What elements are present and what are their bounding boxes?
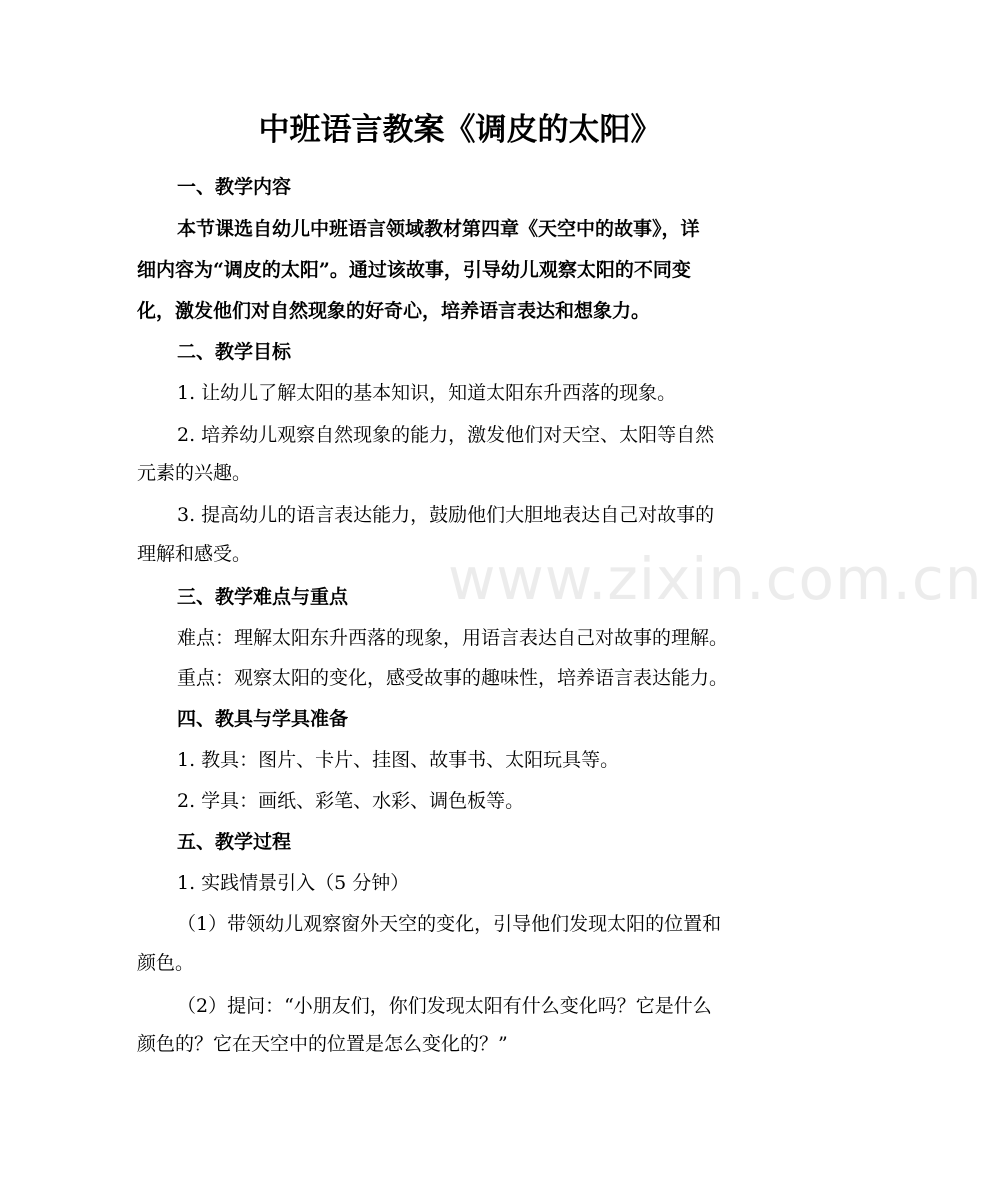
watermark: www.zixin.com.cn bbox=[448, 545, 983, 613]
step-subitem: （1）带领幼儿观察窗外天空的变化，引导他们发现太阳的位置和 bbox=[177, 913, 722, 935]
list-item: 2. 学具：画纸、彩笔、水彩、调色板等。 bbox=[177, 790, 525, 812]
list-item: 2. 培养幼儿观察自然现象的能力，激发他们对天空、太阳等自然 bbox=[177, 424, 715, 446]
step-subitem-continued: 颜色的？它在天空中的位置是怎么变化的？” bbox=[137, 1033, 508, 1055]
list-item-continued: 理解和感受。 bbox=[137, 543, 252, 565]
difficulty-text: 难点：理解太阳东升西落的现象，用语言表达自己对故事的理解。 bbox=[177, 627, 729, 649]
paragraph-line: 本节课选自幼儿中班语言领域教材第四章《天空中的故事》，详 bbox=[177, 218, 700, 240]
step-heading: 1. 实践情景引入（5 分钟） bbox=[177, 872, 410, 894]
list-item: 1. 教具：图片、卡片、挂图、故事书、太阳玩具等。 bbox=[177, 749, 620, 771]
section-heading-objectives: 二、教学目标 bbox=[177, 341, 292, 363]
paragraph-line: 化，激发他们对自然现象的好奇心，培养语言表达和想象力。 bbox=[137, 300, 651, 322]
section-heading-content: 一、教学内容 bbox=[177, 176, 292, 198]
list-item-continued: 元素的兴趣。 bbox=[137, 462, 252, 484]
paragraph-line: 细内容为“调皮的太阳”。通过该故事，引导幼儿观察太阳的不同变 bbox=[137, 259, 691, 281]
focus-text: 重点：观察太阳的变化，感受故事的趣味性，培养语言表达能力。 bbox=[177, 667, 729, 689]
page-title: 中班语言教案《调皮的太阳》 bbox=[258, 112, 662, 148]
list-item: 3. 提高幼儿的语言表达能力，鼓励他们大胆地表达自己对故事的 bbox=[177, 504, 715, 526]
section-heading-key-points: 三、教学难点与重点 bbox=[177, 586, 349, 608]
step-subitem: （2）提问：“小朋友们，你们发现太阳有什么变化吗？它是什么 bbox=[177, 995, 712, 1017]
step-subitem-continued: 颜色。 bbox=[137, 952, 195, 974]
section-heading-process: 五、教学过程 bbox=[177, 831, 292, 853]
section-heading-materials: 四、教具与学具准备 bbox=[177, 708, 349, 730]
list-item: 1. 让幼儿了解太阳的基本知识，知道太阳东升西落的现象。 bbox=[177, 382, 677, 404]
